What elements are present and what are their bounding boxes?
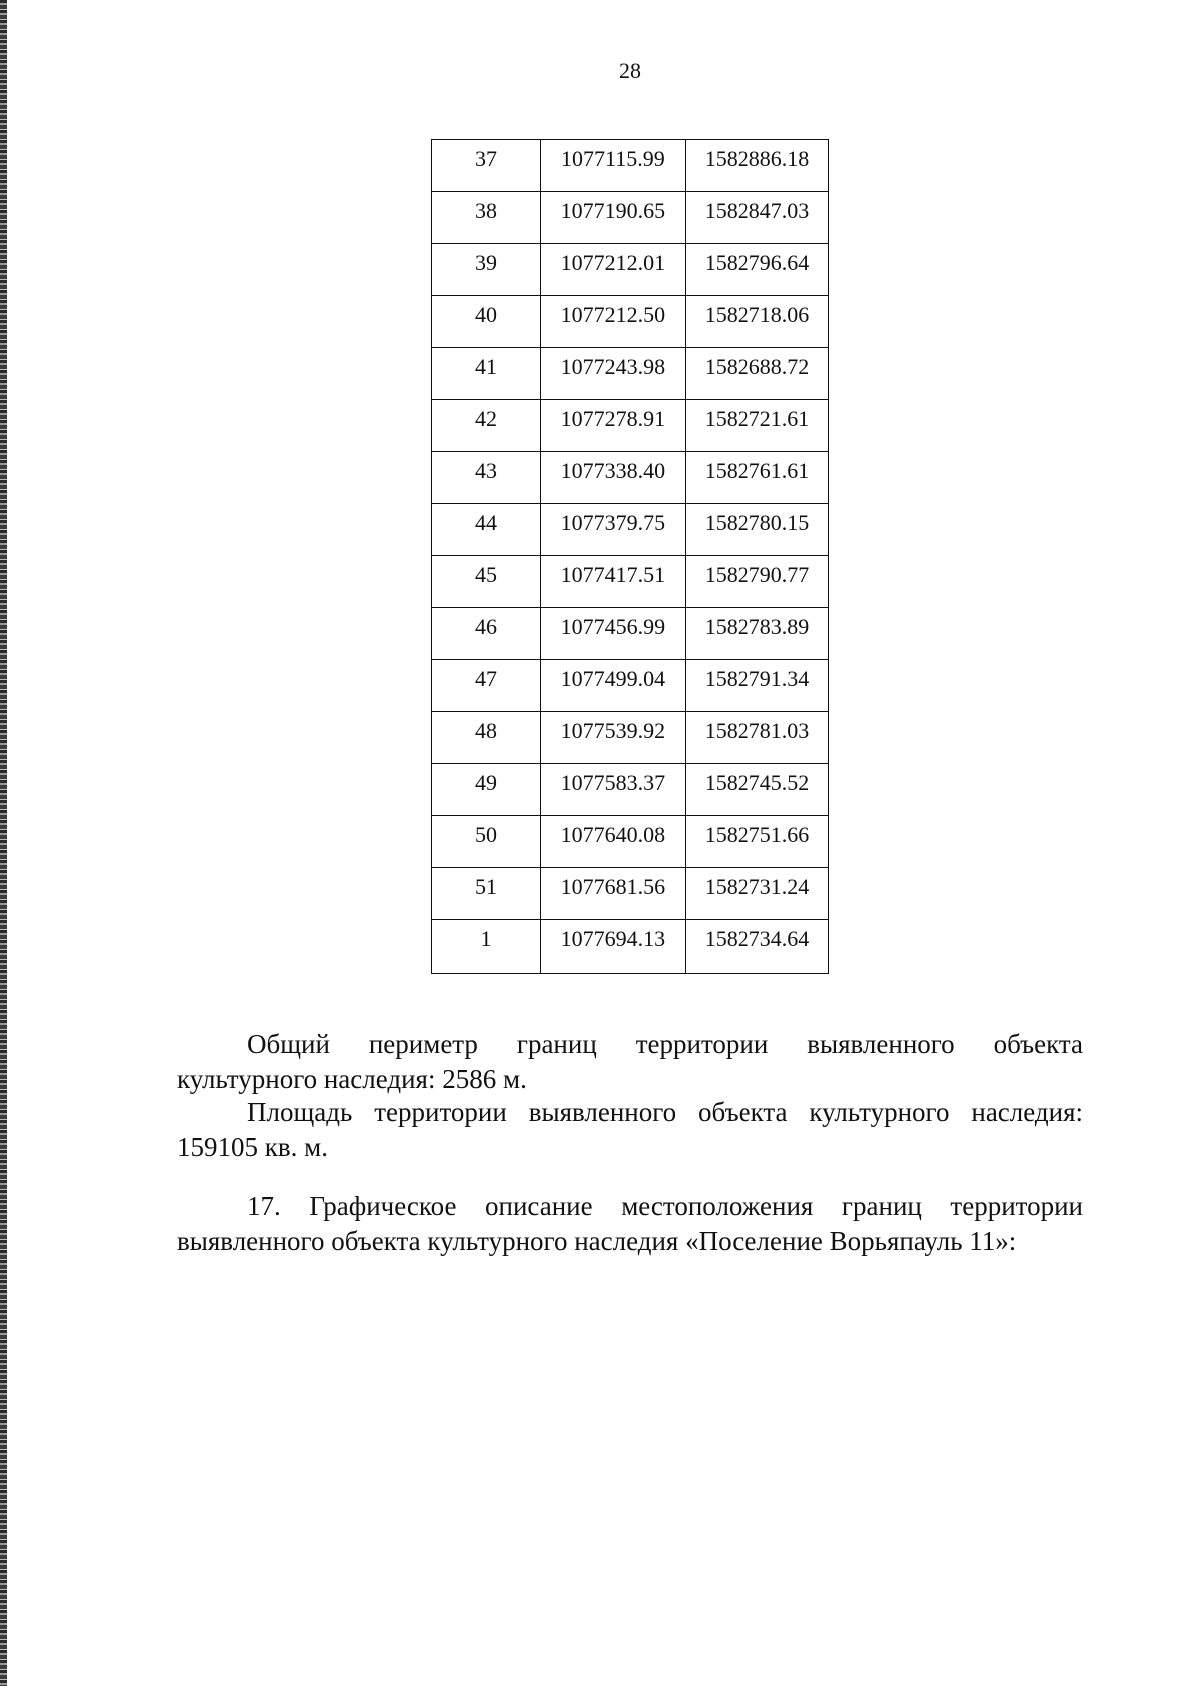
x-coordinate-cell-text: 1077681.56: [560, 874, 666, 899]
point-number-cell-text: 51: [474, 874, 497, 899]
y-coordinate-cell: [685, 660, 828, 712]
point-number-cell: [432, 400, 541, 452]
y-coordinate-cell-text: 1582780.15: [704, 510, 810, 535]
point-number-cell-text: 39: [474, 250, 497, 275]
point-number-cell-text: 37: [474, 146, 497, 171]
table-row: [432, 868, 829, 920]
table-row: [432, 816, 829, 868]
point-number-cell: [432, 192, 541, 244]
y-coordinate-cell: [685, 920, 828, 974]
x-coordinate-cell-text: 1077417.51: [560, 562, 666, 587]
point-number-cell: [432, 504, 541, 556]
coordinates-table-body: [432, 140, 829, 974]
table-row: [432, 400, 829, 452]
table-row: [432, 192, 829, 244]
y-coordinate-cell: [685, 244, 828, 296]
x-coordinate-cell: [540, 816, 685, 868]
x-coordinate-cell-text: 1077243.98: [560, 354, 666, 379]
point-number-cell-text: 47: [474, 666, 497, 691]
y-coordinate-cell-text: 1582796.64: [704, 250, 810, 275]
x-coordinate-cell-text: 1077640.08: [560, 822, 666, 847]
section-17-paragraph: [177, 1189, 1083, 1259]
table-row: [432, 244, 829, 296]
point-number-cell-text: 1: [480, 926, 492, 951]
y-coordinate-cell-text: 1582886.18: [704, 146, 810, 171]
point-number-cell-text: 48: [474, 718, 497, 743]
point-number-cell: [432, 348, 541, 400]
y-coordinate-cell: [685, 764, 828, 816]
x-coordinate-cell-text: 1077456.99: [560, 614, 666, 639]
x-coordinate-cell-text: 1077212.50: [560, 302, 666, 327]
y-coordinate-cell: [685, 556, 828, 608]
area-line-1: Площадь территории выявленного объекта культурного наследия:: [247, 1097, 1083, 1127]
y-coordinate-cell-text: 1582847.03: [704, 198, 810, 223]
table-row: [432, 296, 829, 348]
table-row: [432, 920, 829, 974]
x-coordinate-cell: [540, 140, 685, 192]
table-row: [432, 504, 829, 556]
x-coordinate-cell: [540, 504, 685, 556]
table-row: [432, 712, 829, 764]
y-coordinate-cell: [685, 608, 828, 660]
perimeter-line-2: культурного наследия: 2586 м.: [177, 1064, 527, 1094]
y-coordinate-cell: [685, 296, 828, 348]
y-coordinate-cell-text: 1582731.24: [704, 874, 810, 899]
y-coordinate-cell: [685, 400, 828, 452]
y-coordinate-cell: [685, 868, 828, 920]
point-number-cell: [432, 816, 541, 868]
scan-edge: [0, 0, 7, 1686]
y-coordinate-cell: [685, 348, 828, 400]
point-number-cell-text: 50: [474, 822, 497, 847]
x-coordinate-cell-text: 1077539.92: [560, 718, 666, 743]
y-coordinate-cell-text: 1582688.72: [704, 354, 810, 379]
y-coordinate-cell-text: 1582751.66: [704, 822, 810, 847]
x-coordinate-cell: [540, 192, 685, 244]
x-coordinate-cell: [540, 608, 685, 660]
perimeter-paragraph: [177, 1027, 1083, 1097]
point-number-cell-text: 42: [474, 406, 497, 431]
x-coordinate-cell: [540, 920, 685, 974]
y-coordinate-cell-text: 1582781.03: [704, 718, 810, 743]
point-number-cell: [432, 868, 541, 920]
y-coordinate-cell: [685, 140, 828, 192]
point-number-cell-text: 49: [474, 770, 497, 795]
perimeter-line-1: Общий периметр границ территории выявленного объекта: [247, 1029, 1083, 1059]
y-coordinate-cell-text: 1582734.64: [704, 926, 810, 951]
point-number-cell: [432, 764, 541, 816]
point-number-cell-text: 44: [474, 510, 497, 535]
point-number-cell: [432, 712, 541, 764]
y-coordinate-cell: [685, 192, 828, 244]
x-coordinate-cell-text: 1077115.99: [561, 146, 665, 171]
y-coordinate-cell-text: 1582761.61: [704, 458, 810, 483]
y-coordinate-cell-text: 1582790.77: [704, 562, 810, 587]
table-row: [432, 452, 829, 504]
y-coordinate-cell: [685, 712, 828, 764]
point-number-cell-text: 43: [474, 458, 497, 483]
table-row: [432, 660, 829, 712]
point-number-cell: [432, 452, 541, 504]
area-paragraph: [177, 1095, 1083, 1165]
x-coordinate-cell: [540, 660, 685, 712]
x-coordinate-cell-text: 1077499.04: [560, 666, 666, 691]
point-number-cell-text: 41: [474, 354, 497, 379]
area-line-2: 159105 кв. м.: [177, 1132, 328, 1162]
point-number-cell: [432, 244, 541, 296]
point-number-cell-text: 38: [474, 198, 497, 223]
x-coordinate-cell: [540, 400, 685, 452]
x-coordinate-cell-text: 1077212.01: [560, 250, 666, 275]
section-17-line-1: 17. Графическое описание местоположения границ территории: [247, 1191, 1083, 1221]
page-number: 28: [619, 58, 641, 83]
table-row: [432, 556, 829, 608]
table-row: [432, 348, 829, 400]
coordinates-table: [431, 139, 829, 974]
x-coordinate-cell-text: 1077338.40: [560, 458, 666, 483]
point-number-cell: [432, 296, 541, 348]
y-coordinate-cell-text: 1582721.61: [704, 406, 810, 431]
x-coordinate-cell-text: 1077278.91: [560, 406, 666, 431]
y-coordinate-cell: [685, 816, 828, 868]
point-number-cell: [432, 660, 541, 712]
y-coordinate-cell: [685, 504, 828, 556]
x-coordinate-cell: [540, 244, 685, 296]
point-number-cell: [432, 608, 541, 660]
x-coordinate-cell-text: 1077190.65: [560, 198, 666, 223]
x-coordinate-cell: [540, 296, 685, 348]
point-number-cell: [432, 140, 541, 192]
y-coordinate-cell-text: 1582783.89: [704, 614, 810, 639]
x-coordinate-cell-text: 1077379.75: [560, 510, 666, 535]
x-coordinate-cell-text: 1077583.37: [560, 770, 666, 795]
x-coordinate-cell: [540, 452, 685, 504]
x-coordinate-cell: [540, 764, 685, 816]
point-number-cell-text: 45: [474, 562, 497, 587]
x-coordinate-cell: [540, 348, 685, 400]
y-coordinate-cell-text: 1582718.06: [704, 302, 810, 327]
point-number-cell: [432, 920, 541, 974]
x-coordinate-cell: [540, 868, 685, 920]
x-coordinate-cell-text: 1077694.13: [560, 926, 666, 951]
point-number-cell-text: 46: [474, 614, 497, 639]
y-coordinate-cell: [685, 452, 828, 504]
x-coordinate-cell: [540, 712, 685, 764]
y-coordinate-cell-text: 1582745.52: [704, 770, 810, 795]
table-row: [432, 140, 829, 192]
point-number-cell-text: 40: [474, 302, 497, 327]
point-number-cell: [432, 556, 541, 608]
y-coordinate-cell-text: 1582791.34: [704, 666, 810, 691]
table-row: [432, 608, 829, 660]
table-row: [432, 764, 829, 816]
section-17-line-2: выявленного объекта культурного наследия «Поселение Ворьяпауль 11»:: [177, 1226, 1017, 1256]
x-coordinate-cell: [540, 556, 685, 608]
